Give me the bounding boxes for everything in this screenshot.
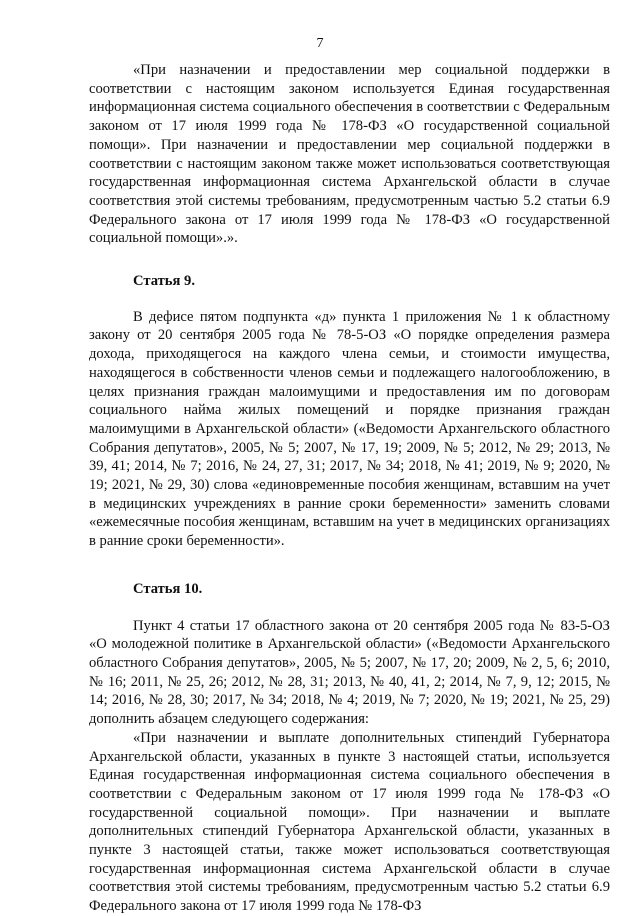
paragraph-article-10: Пункт 4 статьи 17 областного закона от 20 сентября 2005 года № 83-5-ОЗ «О молодежной политике в Архангельской области» («Ведомости Архангельского областного Собрания депутатов», 2005, № 5; 2007, № 17, 20; 2009, № 2, 5, 6; 2010, № 16; 2011, № 25, 26; 2012, № 28, 31; 2013, № 40, 41, 2; 2014, № 7, 9, 12; 2015, № 14; 2016, № 28, 30; 2017, № 34; 2018, № 4; 2019, № 7; 2020, № 19; 2021, № 25, 29) дополнить абзацем следующего содержания: xyxy=(89,617,610,728)
article-heading-9: Статья 9. xyxy=(133,273,195,290)
paragraph-added-clause: «При назначении и выплате дополнительных стипендий Губернатора Архангельской области, указанных в пункте 3 настоящей статьи, используется Единая государственная информационная система социального обеспечения в соответствии с Федеральным законом от 17 июля 1999 года № 178-ФЗ «О государственной социальной помощи». При назначении и выплате дополнительных стипендий Губернатора Архангельской области, указанных в пункте 3 настоящей статьи, также может использоваться соответствующая государственная информационная система Архангельской области в случае соответствия этой системы требованиям, предусмотренным частью 5.2 статьи 6.9 Федерального закона от 17 июля 1999 года № 178-ФЗ xyxy=(89,729,610,915)
spacer xyxy=(89,248,610,272)
document-body xyxy=(89,61,610,916)
page-number: 7 xyxy=(316,36,324,51)
spacer xyxy=(89,551,610,580)
spacer xyxy=(89,291,610,308)
paragraph-amendment-quote: «При назначении и предоставлении мер социальной поддержки в соответствии с настоящим законом используется Единая государственная информационная система социального обеспечения в соответствии с Федеральным законом от 17 июля 1999 года № 178-ФЗ «О государственной социальной помощи». При назначении и предоставлении мер социальной поддержки в соответствии с настоящим законом также может использоваться соответствующая государственная информационная система Архангельской области в случае соответствия этой системы требованиям, предусмотренным частью 5.2 статьи 6.9 Федерального закона от 17 июля 1999 года № 178-ФЗ «О государственной социальной помощи».». xyxy=(89,62,610,247)
article-heading-10: Статья 10. xyxy=(133,580,203,597)
paragraph-article-9: В дефисе пятом подпункта «д» пункта 1 приложения № 1 к областному закону от 20 сентября 2005 года № 78-5-ОЗ «О порядке определения размера дохода, приходящегося на каждого члена семьи, и стоимости имущества, находящегося в собственности членов семьи и подлежащего налогообложению, в целях признания граждан малоимущими и предоставления им по договорам социального найма жилых помещений и порядке признания граждан малоимущими в Архангельской области» («Ведомости Архангельского областного Собрания депутатов», 2005, № 5; 2007, № 17, 19; 2009, № 5; 2012, № 29; 2013, № 39, 41; 2014, № 7; 2016, № 24, 27, 31; 2017, № 34; 2018, № 41; 2019, № 9; 2020, № 19; 2021, № 29, 30) слова «единовременные пособия женщинам, вставшим на учет в медицинских учреждениях в ранние сроки беременности» заменить словами «ежемесячные пособия женщинам, вставшим на учет в медицинских организациях в ранние сроки беременности». xyxy=(89,308,610,550)
spacer xyxy=(89,599,610,617)
